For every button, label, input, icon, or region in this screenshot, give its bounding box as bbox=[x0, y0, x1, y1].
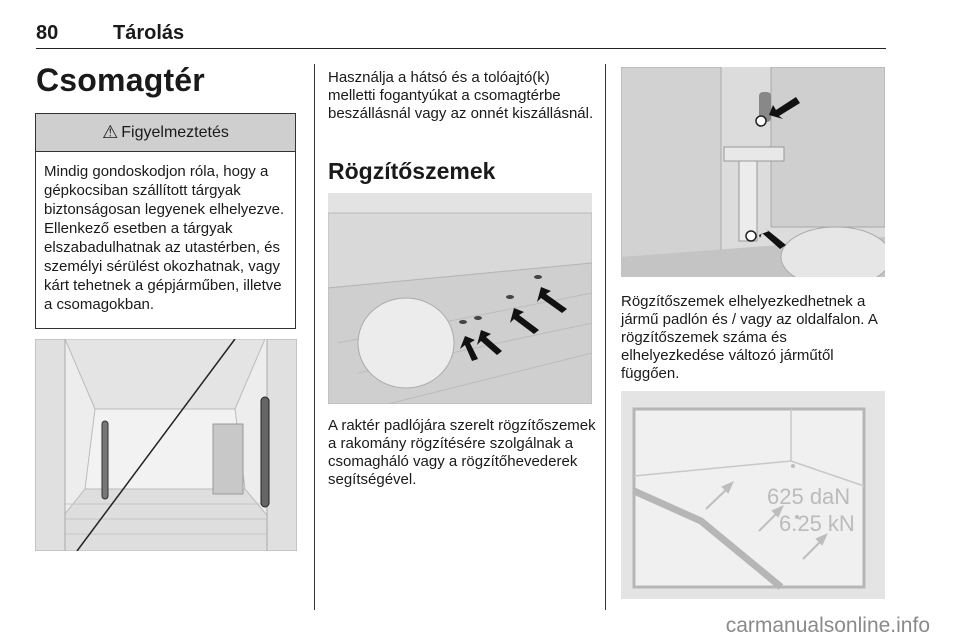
warning-title: Figyelmeztetés bbox=[121, 123, 229, 141]
intro-text: Használja a hátsó és a tolóajtó(k) melletti fogantyúkat a csomagtérbe beszállásnál vagy az onnét kiszállásnál. bbox=[328, 69, 594, 122]
warning-triangle-icon: ⚠ bbox=[102, 122, 119, 142]
rating-label-dan: 625 daN bbox=[767, 484, 851, 509]
warning-header bbox=[36, 114, 295, 152]
cargo-interior-illustration bbox=[35, 339, 297, 551]
floor-caption: A raktér padlójára szerelt rögzítőszemek a rakomány rögzítésére szolgálnak a csomagháló vagy a rögzítőhevederek segítségével. bbox=[328, 417, 596, 488]
rating-label-kn: 6.25 kN bbox=[779, 511, 855, 536]
page-number: 80 bbox=[36, 22, 59, 44]
lashing-rating-diagram bbox=[621, 391, 885, 599]
section-title: Csomagtér bbox=[36, 62, 205, 98]
warning-box bbox=[35, 113, 296, 329]
subheading: Rögzítőszemek bbox=[328, 158, 496, 184]
column-divider-1 bbox=[314, 64, 315, 610]
floor-lashing-eyes-illustration bbox=[328, 193, 592, 404]
warning-text: Mindig gondoskodjon róla, hogy a gépkocsiban szállított tárgyak biztonságosan legyenek elhelyezve. Ellenkező esetben a tárgyak elszabadulhatnak az utastérben, és személyi sérülést okozhatnak, vagy kárt tehetnek a gépjárműben, illetve a csomagokban. bbox=[44, 163, 285, 313]
column-divider-2 bbox=[605, 64, 606, 610]
header-rule bbox=[36, 48, 886, 49]
watermark: carmanualsonline.info bbox=[725, 614, 930, 637]
side-wall-lashing-eyes-illustration bbox=[621, 67, 885, 277]
lashing-eyes-caption: Rögzítőszemek elhelyezkedhetnek a jármű padlón és / vagy az oldalfalon. A rögzítőszemek száma és elhelyezkedése változó járműtől függően. bbox=[621, 293, 877, 382]
running-head: Tárolás bbox=[113, 22, 185, 44]
